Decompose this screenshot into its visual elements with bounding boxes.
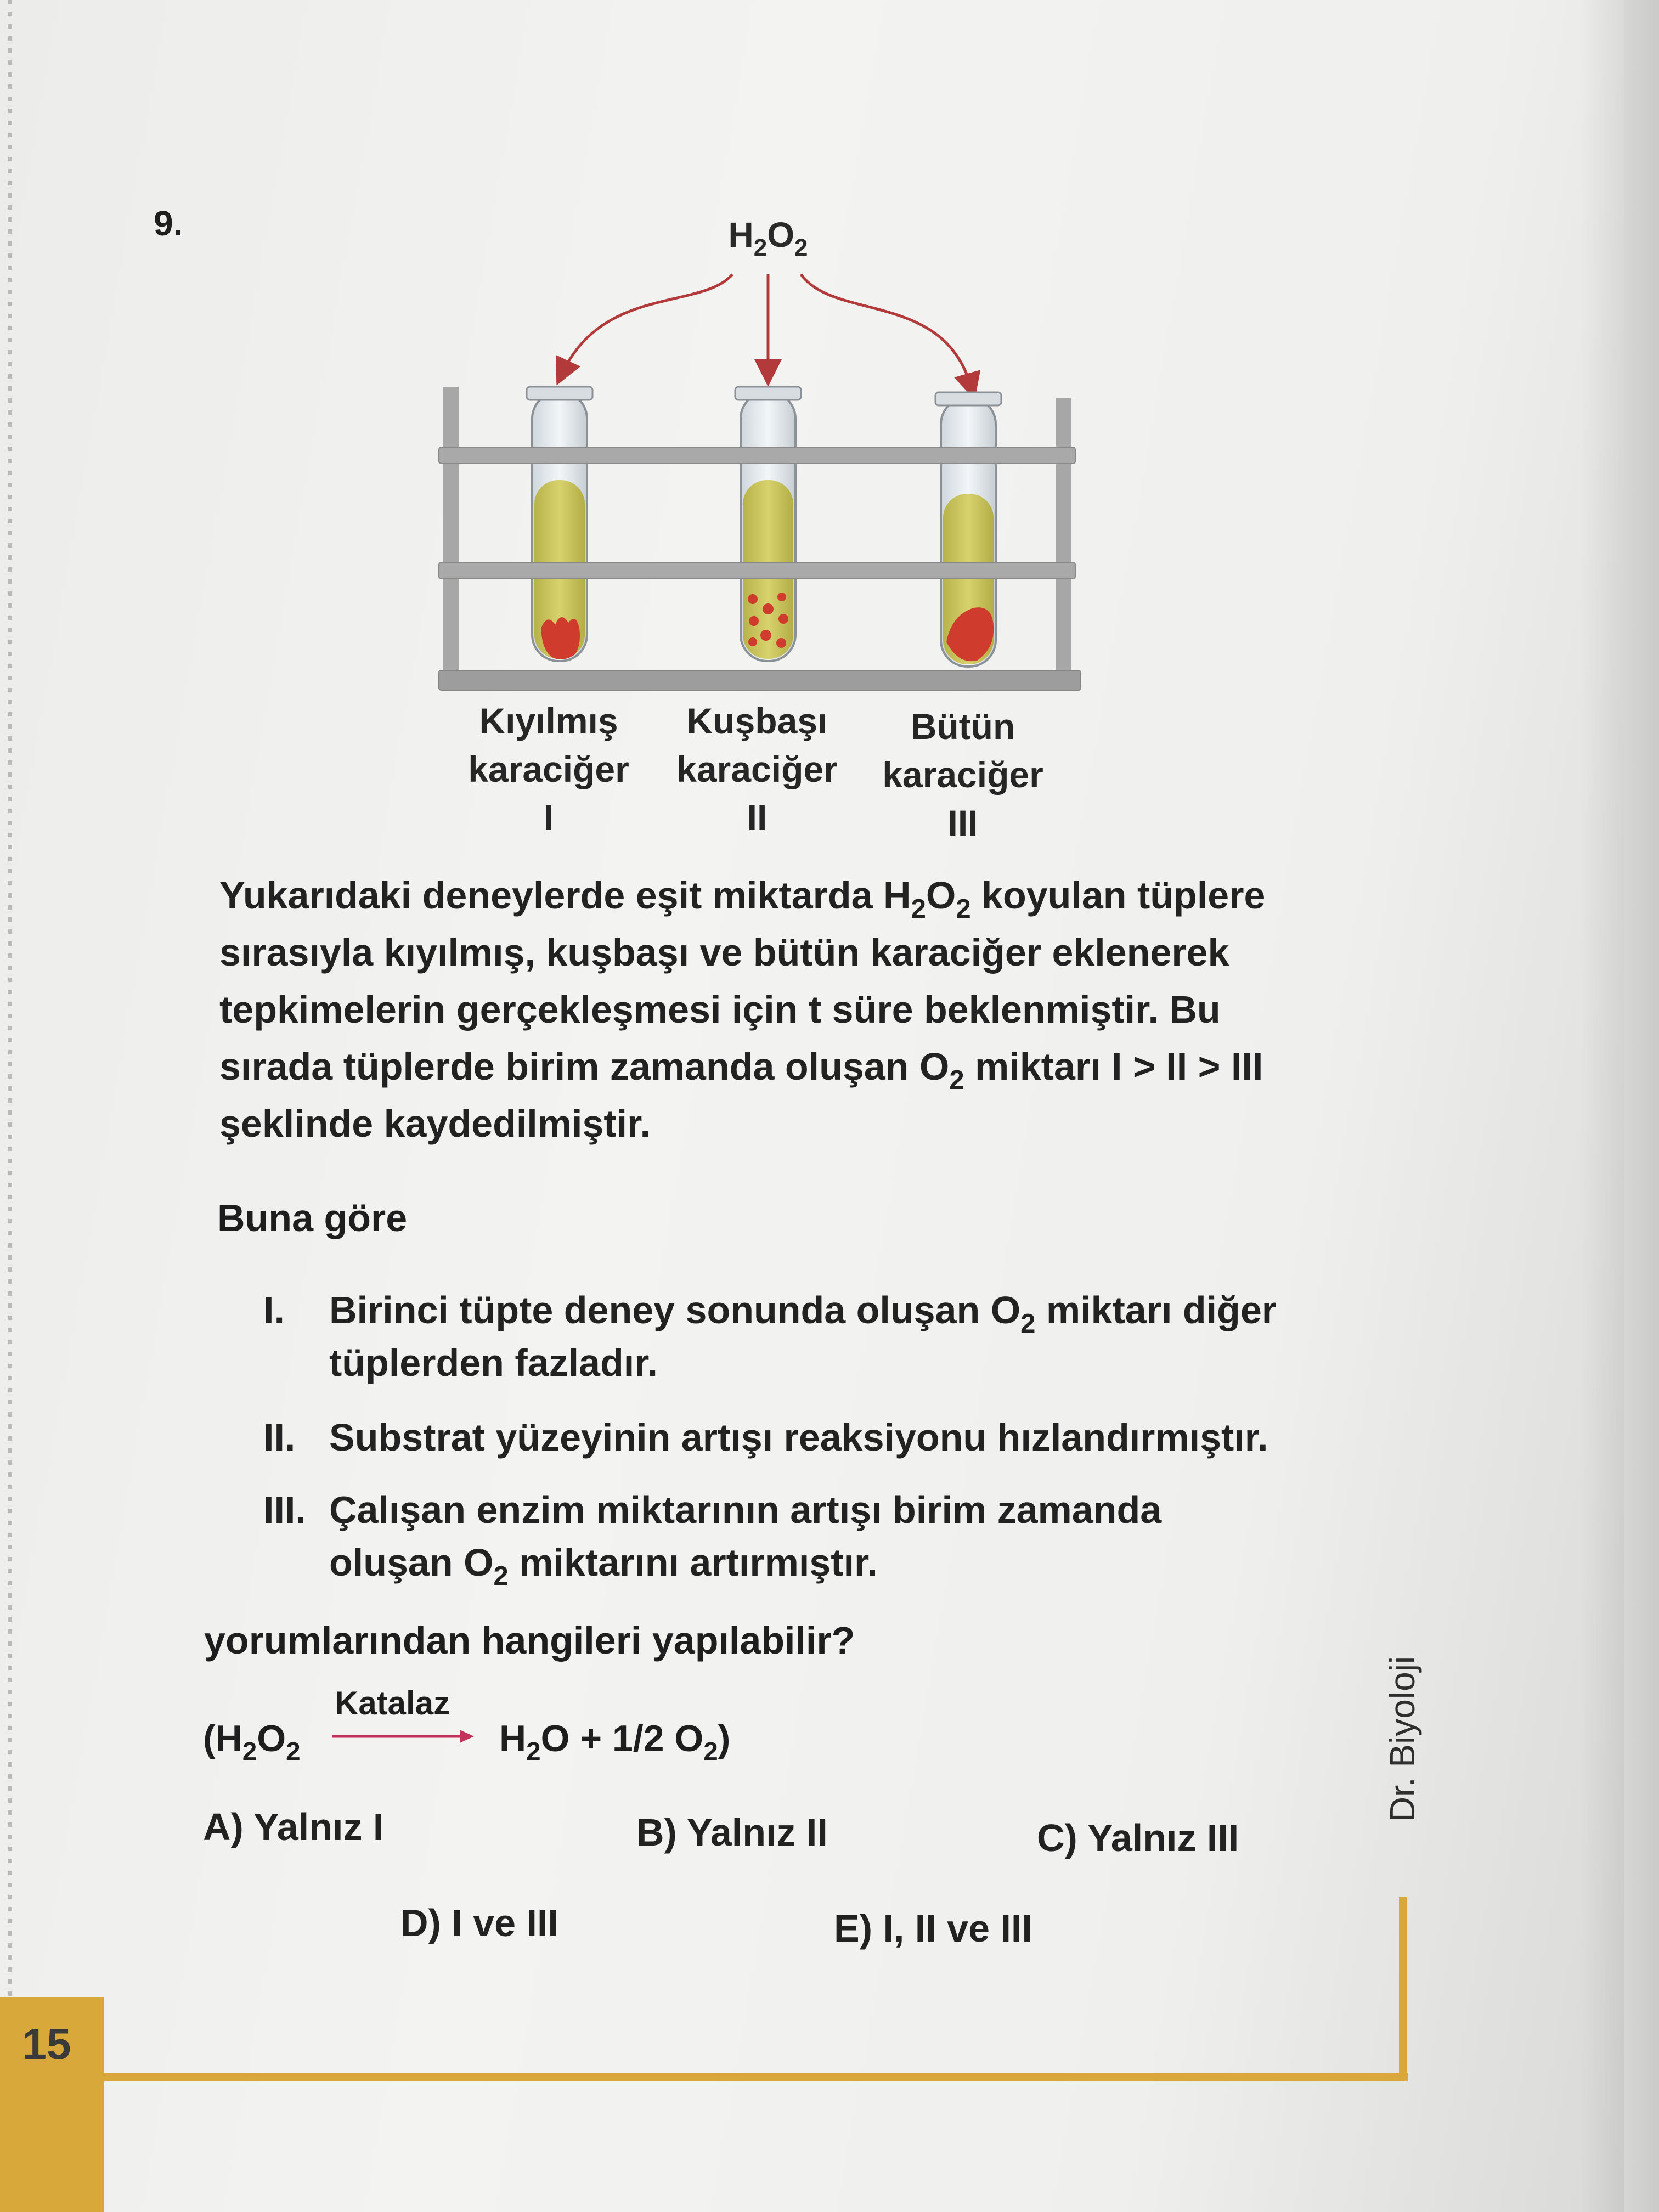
reaction-reactant: ($H_2O_2$ [203, 1718, 301, 1767]
statement-1 [263, 1284, 1383, 1393]
rack-shelf-middle [439, 562, 1075, 579]
reaction-equation [203, 1684, 861, 1783]
brand-label: Dr. Biyoloji [1383, 1656, 1422, 1822]
test-tube-2 [735, 387, 801, 661]
test-tube-1 [527, 387, 592, 661]
option-d[interactable]: D) I ve III [400, 1901, 558, 1944]
experiment-figure [417, 208, 1097, 856]
rack-post-right [1056, 398, 1071, 680]
statement-1-text: Birinci tüpte deney sonunda oluşan $O_2$ miktarı diğer tüplerden fazladır. [329, 1289, 1277, 1384]
page-number: 15 [22, 2019, 71, 2068]
option-b[interactable]: B) Yalnız II [636, 1811, 828, 1854]
option-a[interactable]: A) Yalnız I [203, 1805, 384, 1848]
arrow-to-tube-1 [562, 274, 732, 373]
rack-post-left [443, 387, 459, 680]
arrow-to-tube-3 [801, 274, 971, 387]
footer-rule-vertical [1399, 1897, 1407, 2081]
perforation-line [8, 0, 12, 1997]
statement-2-text: Substrat yüzeyinin artışı reaksiyonu hızlandırmıştır. [329, 1416, 1268, 1459]
statement-3-number: III. [263, 1488, 306, 1531]
rack-shelf-top [439, 447, 1075, 464]
statement-1-number: I. [263, 1289, 285, 1331]
reaction-enzyme: Katalaz [335, 1685, 450, 1722]
reaction-products: $H_2O + 1/2$ $O_2$) [499, 1718, 731, 1767]
rack-base [439, 670, 1081, 690]
statement-3 [263, 1483, 1383, 1593]
question-closing: yorumlarından hangileri yapılabilir? [204, 1619, 855, 1662]
reaction-arrow [332, 1728, 475, 1745]
statement-3-text: Çalışan enzim miktarının artışı birim zamanda oluşan $O_2$ miktarını artırmıştır. [329, 1488, 1162, 1592]
tube-label-2: Kuşbaşı karaciğer II [676, 701, 838, 838]
option-e[interactable]: E) I, II ve III [834, 1907, 1032, 1950]
question-prompt: Buna göre [217, 1197, 408, 1239]
tube-label-3: Bütün karaciğer III [882, 706, 1043, 843]
question-number: 9. [154, 204, 183, 243]
reagent-label: $H_2O_2$ [728, 215, 808, 261]
option-c[interactable]: C) Yalnız III [1037, 1816, 1239, 1859]
page-edge-shadow [1580, 0, 1659, 2212]
footer-rule [104, 2073, 1408, 2081]
question-stem: Yukarıdaki deneylerde eşit miktarda $H_2O_2$ koyulan tüplere sırasıyla kıyılmış, kuşbaşı ve bütün karaciğer eklenerek tepkimelerin gerçekleşmesi için t süre beklenmiştir. Bu sırada tüplerde birim zamanda oluşan $O_2$ miktarı I > II > III şeklinde kaydedilmiştir. [219, 874, 1266, 1145]
statement-2-number: II. [263, 1416, 296, 1459]
statement-2 [263, 1411, 1383, 1466]
tube-label-1: Kıyılmış karaciğer I [468, 701, 629, 838]
test-tube-3 [935, 392, 1001, 667]
